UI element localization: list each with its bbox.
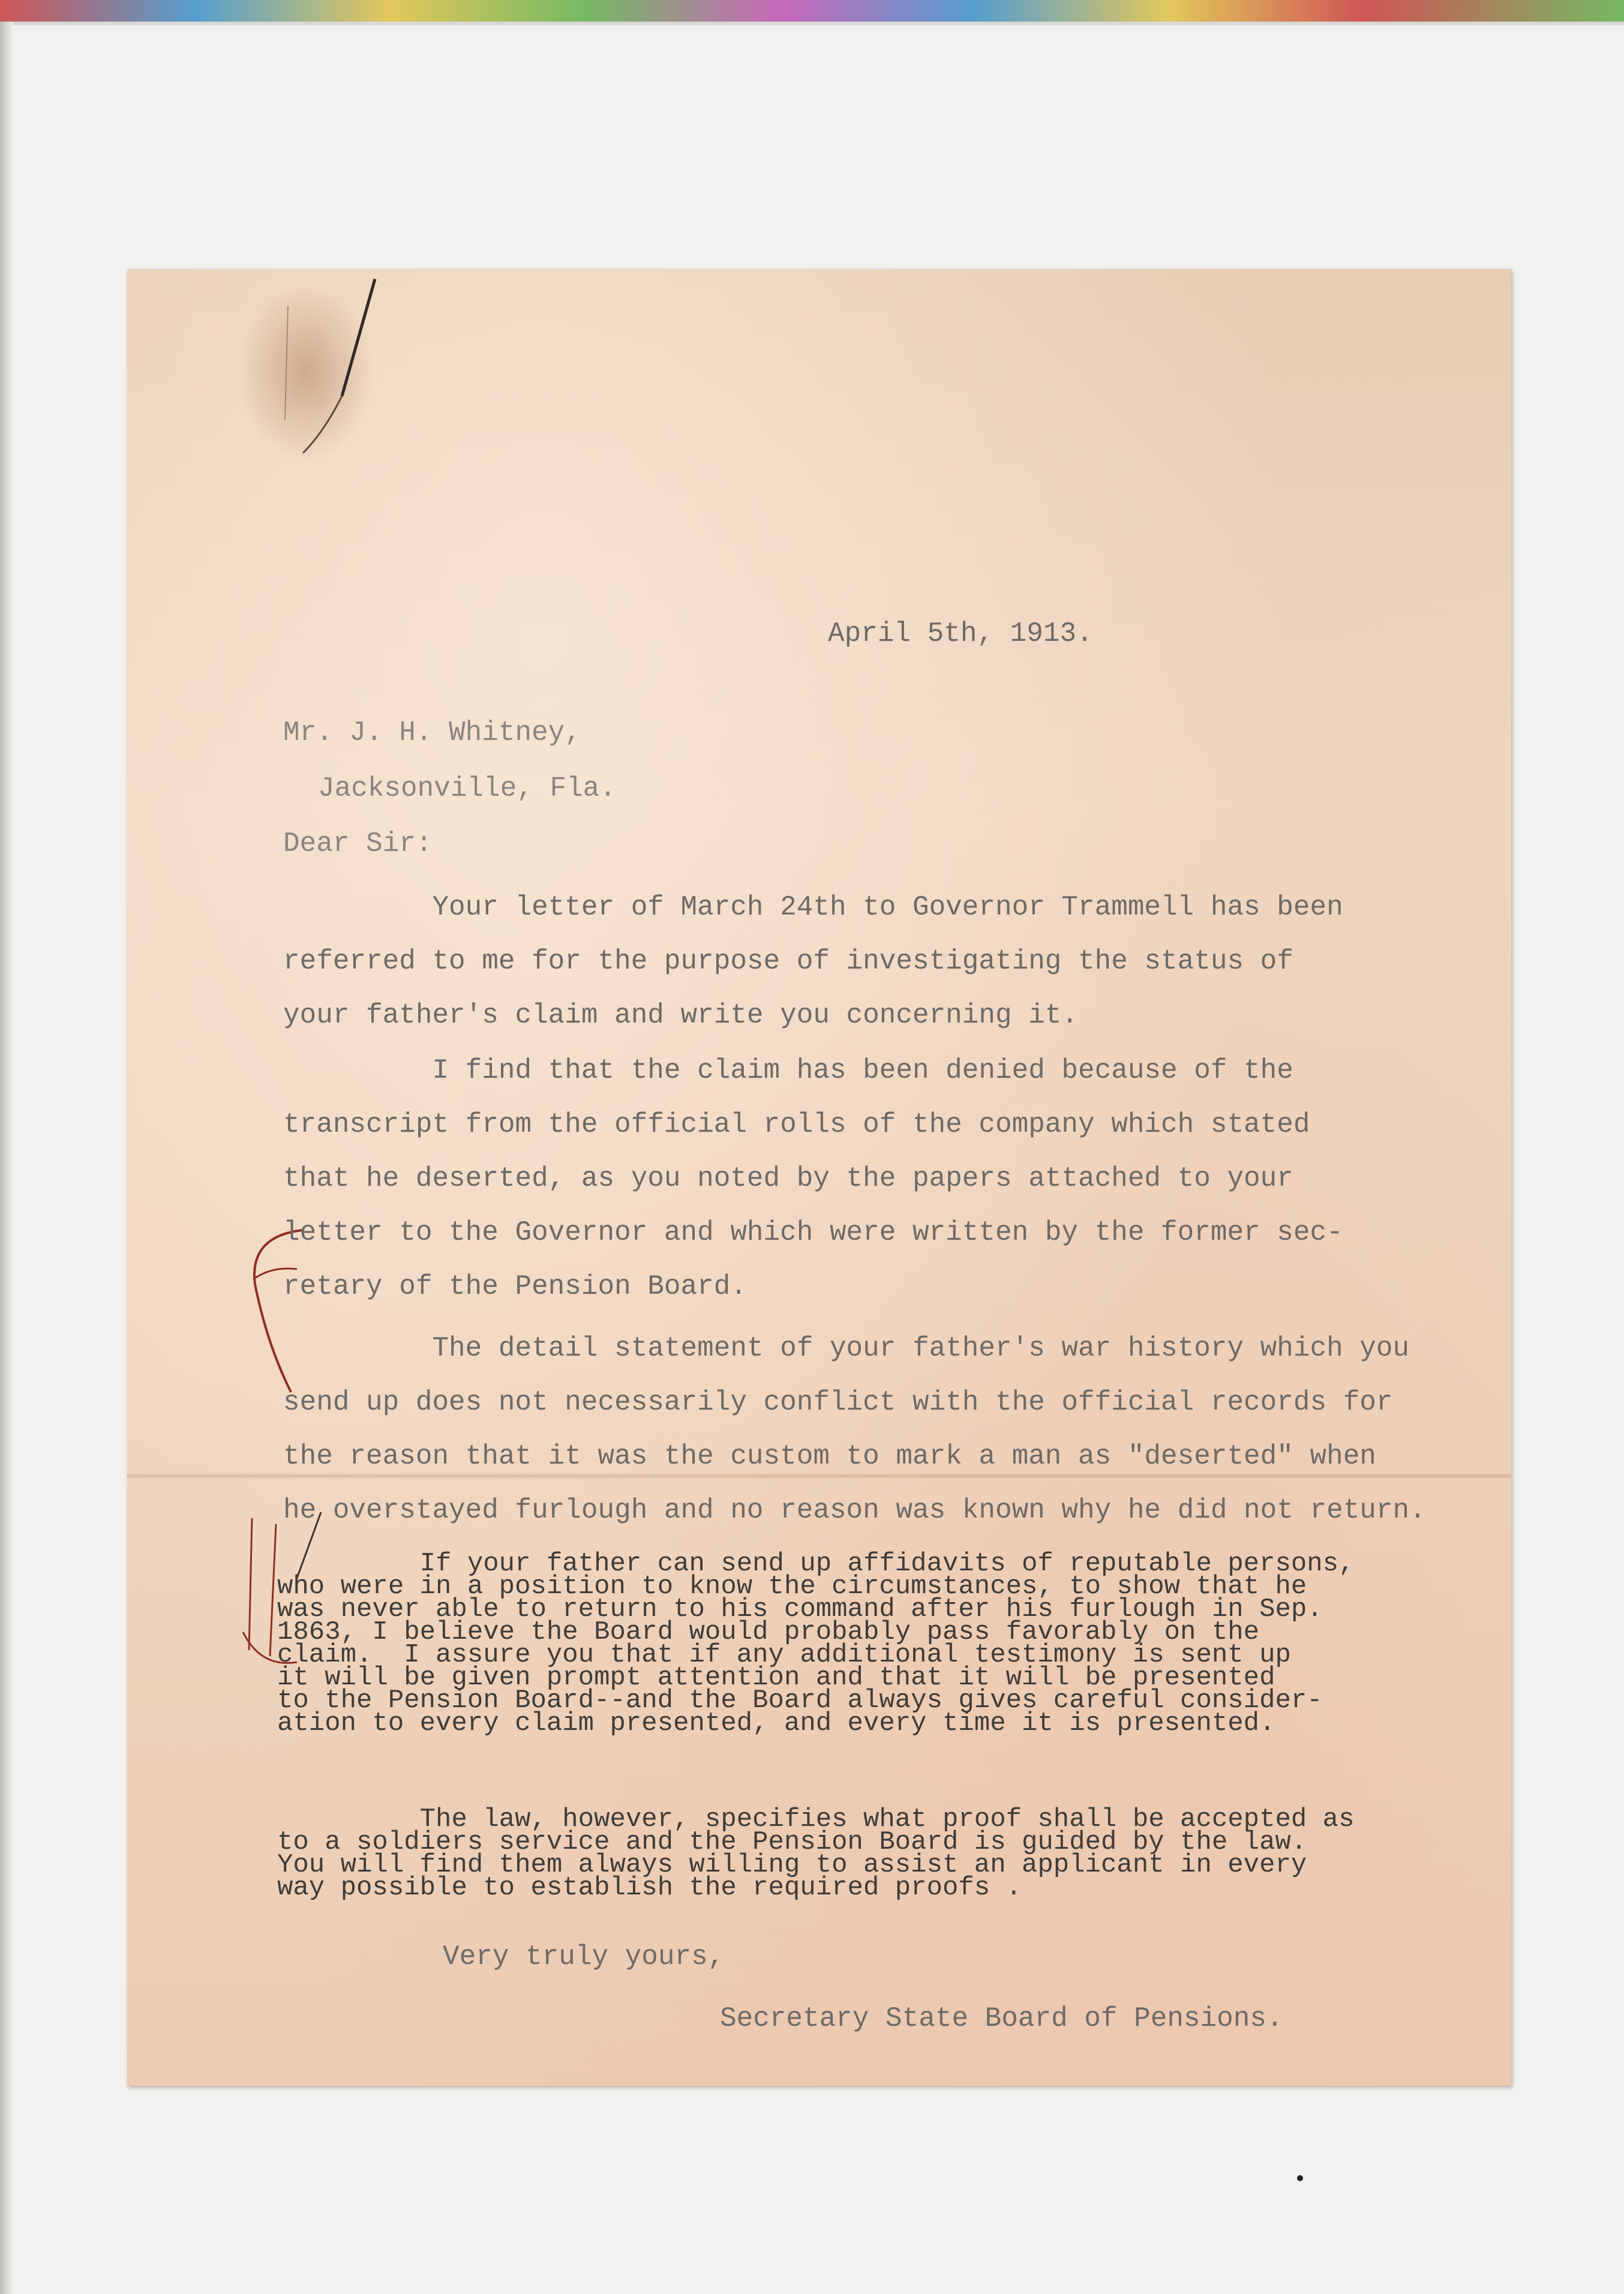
paragraph-3: The detail statement of your father's war history which you send up does not necessarily conflict with the official records for the reason that it was the custom to mark a man as "deserted" when he overstayed furlough and no reason was known why he did not return. (283, 1333, 1426, 1526)
paragraph-4: If your father can send up affidavits of reputable persons, who were in a position to know the circumstances, to show that he was never able to return to his command after his furlough in Sep. 1863, I believe the Board would probably pass favorably on the claim. I assure you that if any additional testimony is sent up it will be given prompt attention and that it will be presented to the Pension Board--and the Board always gives careful consider- ation to every claim presented, and every time it is presented. (277, 1549, 1355, 1738)
signature-line: Secretary State Board of Pensions. (720, 2003, 1283, 2034)
closing: Very truly yours, (443, 1941, 725, 1972)
paragraph-2: I find that the claim has been denied because of the transcript from the official rolls of the company which stated that he deserted, as you noted by the papers attached to your letter to the Governor and which were written by the former sec- retary of the Pension Board. (283, 1055, 1343, 1302)
paragraph-5: The law, however, specifies what proof shall be accepted as to a soldiers service and the Pension Board is guided by the law. You will find them always willing to assist an applicant in every way possible to establish the required proofs . (277, 1804, 1355, 1903)
scanner-edge (0, 22, 1624, 25)
paragraph-1: Your letter of March 24th to Governor Trammell has been referred to me for the purpose of investigating the status of your father's claim and write you concerning it. (283, 892, 1343, 1031)
paper-stain (237, 282, 375, 462)
scan-left-shadow (0, 22, 13, 2294)
recipient-city: Jacksonville, Fla. (318, 773, 616, 804)
letter-date: April 5th, 1913. (828, 618, 1093, 649)
salutation: Dear Sir: (283, 828, 433, 859)
scan-speck (1297, 2175, 1303, 2181)
recipient-name: Mr. J. H. Whitney, (283, 717, 581, 748)
scanner-color-strip (0, 0, 1624, 22)
